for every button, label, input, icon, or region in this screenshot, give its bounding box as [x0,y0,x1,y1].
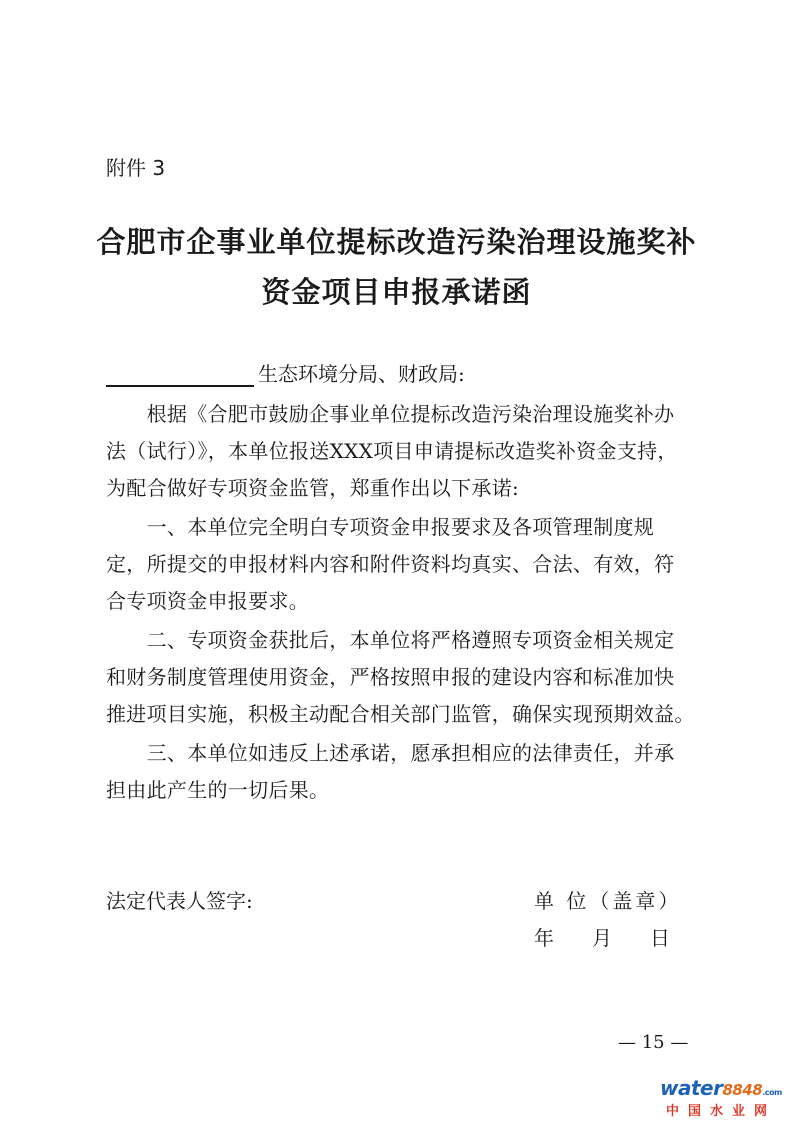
body-line: 为配合做好专项资金监管，郑重作出以下承诺: [106,476,520,500]
body-line: 二、专项资金获批后，本单位将严格遵照专项资金相关规定 [106,628,675,652]
attachment-label: 附件 3 [106,156,166,180]
legal-representative-signature-label: 法定代表人签字: [106,889,253,913]
body-line: 推进项目实施，积极主动配合相关部门监管，确保实现预期效益。 [106,702,695,726]
body-line: 定，所提交的申报材料内容和附件资料均真实、合法、有效，符 [106,552,675,576]
date-line [534,922,670,951]
addressee [106,358,465,387]
body-line: 三、本单位如违反上述承诺，愿承担相应的法律责任，并承 [106,741,675,765]
unit-seal-label: 单 位（盖章） [534,889,682,913]
page-number: — 15 — [618,1032,689,1053]
watermark-site-name: 中国水业网 [666,1104,777,1119]
addressee-blank-line [106,361,254,387]
watermark-brand-word: water [660,1076,723,1100]
body-line: 合专项资金申报要求。 [106,589,309,613]
body-line: 和财务制度管理使用资金，严格按照申报的建设内容和标准加快 [106,665,675,689]
date-day: 日 [650,926,670,950]
body-line: 担由此产生的一切后果。 [106,778,330,802]
watermark-brand-number: 8848 [722,1081,763,1099]
watermark-logo [660,1076,788,1120]
watermark-brand-suffix: .com [762,1088,782,1097]
body-line: 根据《合肥市鼓励企事业单位提标改造污染治理设施奖补办 [106,402,675,426]
document-title-line-1: 合肥市企事业单位提标改造污染治理设施奖补 [96,225,697,259]
date-month: 月 [592,926,612,950]
date-year: 年 [534,926,554,950]
body-line: 法（试行）》，本单位报送XXX项目申请提标改造奖补资金支持， [106,439,678,463]
addressee-text: 生态环境分局、财政局: [258,362,465,386]
body-line: 一、本单位完全明白专项资金申报要求及各项管理制度规 [106,515,655,539]
watermark-brand [660,1076,782,1100]
document-title-line-2: 资金项目申报承诺函 [261,275,532,309]
